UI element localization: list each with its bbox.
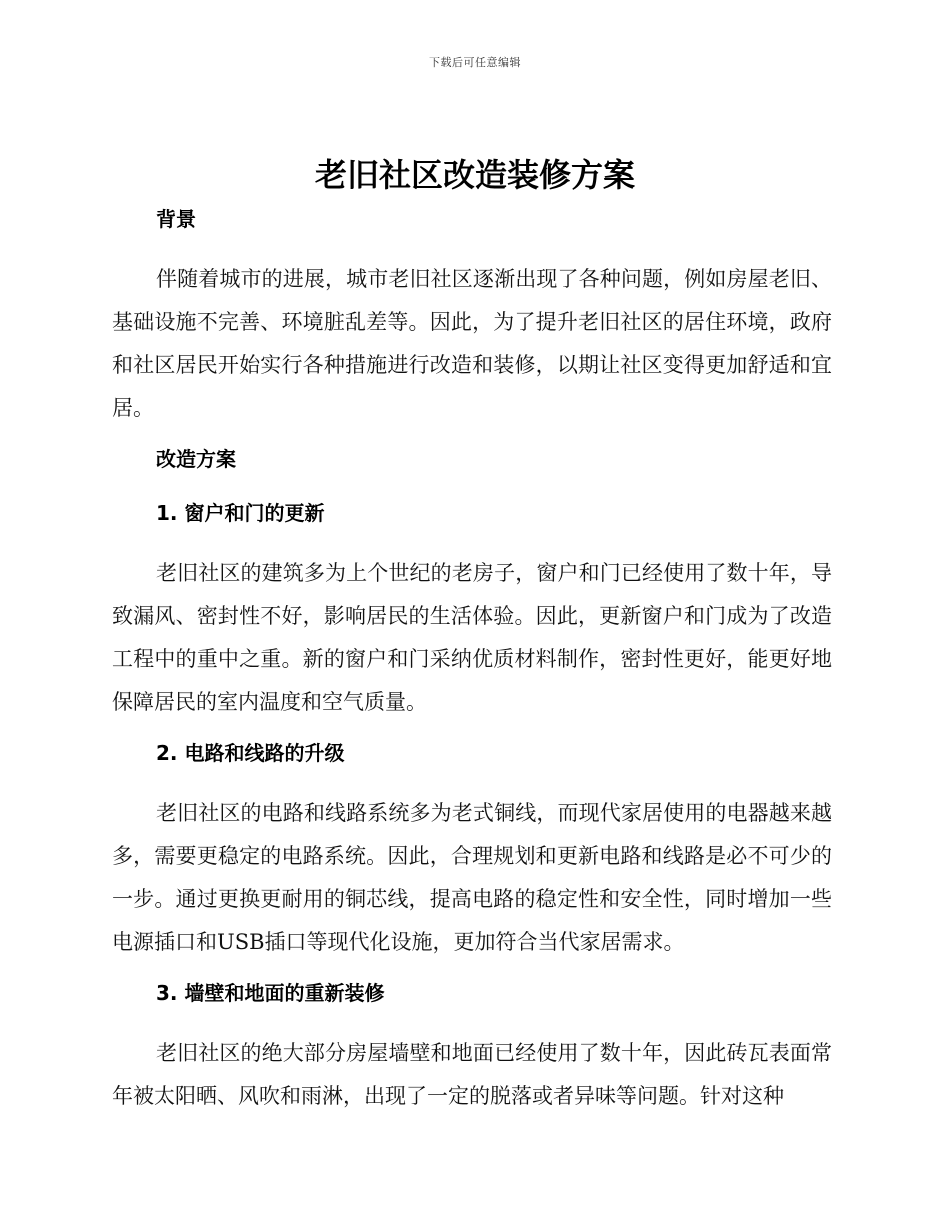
paragraph-walls-floors: 老旧社区的绝大部分房屋墙壁和地面已经使用了数十年，因此砖瓦表面常年被太阳晒、风吹和雨淋，出现了一定的脱落或者异味等问题。针对这种 — [112, 1041, 832, 1108]
section-heading-walls-floors: 3. 墙壁和地面的重新装修 — [156, 981, 385, 1005]
section-heading-circuits: 2. 电路和线路的升级 — [156, 741, 345, 765]
paragraph-background: 伴随着城市的进展，城市老旧社区逐渐出现了各种问题，例如房屋老旧、基础设施不完善、环境脏乱差等。因此，为了提升老旧社区的居住环境，政府和社区居民开始实行各种措施进行改造和装修，以期让社区变得更加舒适和宜居。 — [112, 267, 832, 420]
section-heading-background: 背景 — [156, 207, 196, 231]
section-heading-windows-doors: 1. 窗户和门的更新 — [156, 501, 325, 525]
header-note: 下载后可任意编辑 — [429, 56, 521, 69]
document-body — [112, 204, 832, 1118]
paragraph-circuits: 老旧社区的电路和线路系统多为老式铜线，而现代家居使用的电器越来越多，需要更稳定的电路系统。因此，合理规划和更新电路和线路是必不可少的一步。通过更换更耐用的铜芯线，提高电路的稳定性和安全性，同时增加一些电源插口和USB插口等现代化设施，更加符合当代家居需求。 — [112, 801, 832, 954]
section-heading-plan: 改造方案 — [156, 447, 236, 471]
paragraph-windows-doors: 老旧社区的建筑多为上个世纪的老房子，窗户和门已经使用了数十年，导致漏风、密封性不好，影响居民的生活体验。因此，更新窗户和门成为了改造工程中的重中之重。新的窗户和门采纳优质材料制作，密封性更好，能更好地保障居民的室内温度和空气质量。 — [112, 561, 832, 714]
document-title: 老旧社区改造装修方案 — [314, 156, 635, 194]
